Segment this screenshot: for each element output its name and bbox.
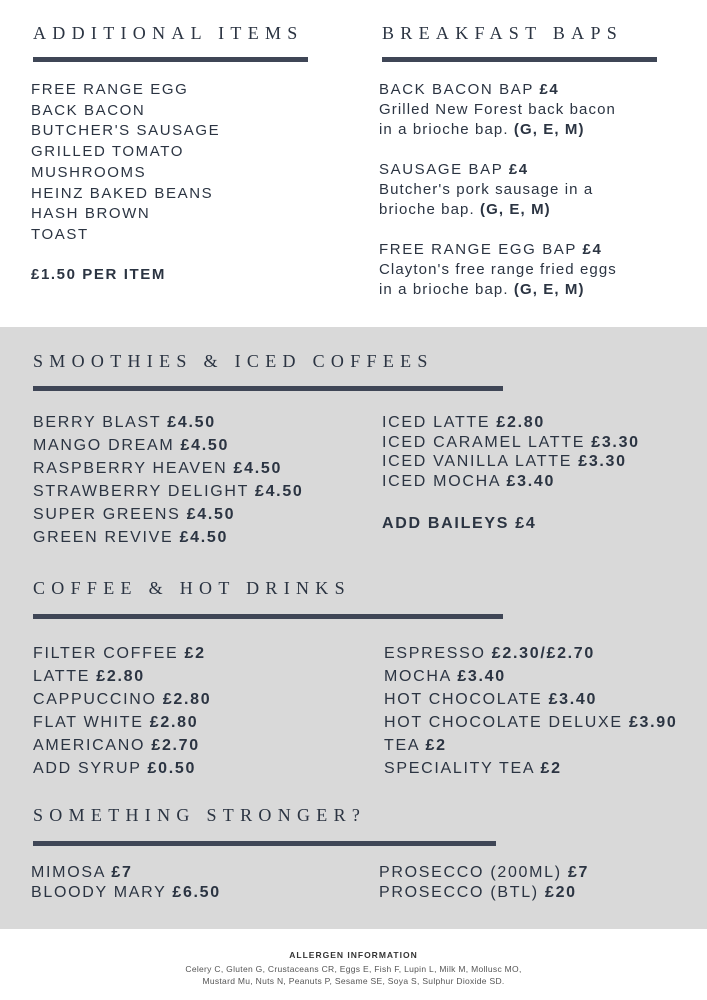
smoothies-divider — [33, 386, 503, 391]
menu-item: TEA £2 — [384, 737, 447, 754]
bap-description: in a brioche bap. — [379, 121, 514, 138]
bap-price: £4 — [539, 81, 560, 98]
menu-item: HOT CHOCOLATE DELUXE £3.90 — [384, 714, 678, 731]
menu-item: STRAWBERRY DELIGHT £4.50 — [33, 483, 304, 500]
list-item: TOAST — [31, 225, 89, 243]
additional-items-divider — [33, 57, 308, 62]
menu-item: ADD SYRUP £0.50 — [33, 760, 197, 777]
bap-price: £4 — [582, 241, 603, 258]
menu-item: ICED CARAMEL LATTE £3.30 — [382, 433, 640, 451]
bap-price: £4 — [508, 161, 529, 178]
menu-item: SPECIALITY TEA £2 — [384, 760, 562, 777]
menu-item: GREEN REVIVE £4.50 — [33, 529, 229, 546]
add-baileys: ADD BAILEYS £4 — [382, 515, 537, 532]
stronger-list-left — [31, 864, 221, 903]
bap-description: Clayton's free range fried eggs — [379, 261, 617, 278]
bap-item — [379, 81, 616, 140]
coffee-list-left — [33, 645, 211, 783]
bap-item — [379, 161, 593, 220]
allergen-line: Celery C, Gluten G, Crustaceans CR, Eggs E, Fish F, Lupin L, Milk M, Mollusc MO, — [185, 964, 522, 974]
menu-item: MOCHA £3.40 — [384, 668, 506, 685]
stronger-heading: SOMETHING STRONGER? — [33, 805, 367, 825]
menu-item: MIMOSA £7 — [31, 864, 133, 881]
menu-item: ICED VANILLA LATTE £3.30 — [382, 453, 627, 471]
bap-allergens: (G, E, M) — [513, 121, 585, 138]
allergen-title: ALLERGEN INFORMATION — [289, 950, 418, 960]
menu-item: FILTER COFFEE £2 — [33, 645, 206, 662]
menu-item: ESPRESSO £2.30/£2.70 — [384, 645, 596, 662]
menu-item: PROSECCO (200ML) £7 — [379, 864, 590, 881]
iced-coffees-list — [382, 414, 640, 493]
list-item: HEINZ BAKED BEANS — [31, 184, 214, 202]
list-item: BUTCHER'S SAUSAGE — [31, 122, 221, 140]
menu-item: PROSECCO (BTL) £20 — [379, 883, 577, 901]
menu-item: ICED MOCHA £3.40 — [382, 473, 556, 491]
bap-name: FREE RANGE EGG BAP — [379, 241, 583, 258]
bap-item — [379, 241, 617, 300]
breakfast-baps-divider — [382, 57, 657, 62]
coffee-divider — [33, 614, 503, 619]
stronger-list-right — [379, 864, 589, 903]
breakfast-baps-heading: BREAKFAST BAPS — [382, 23, 624, 43]
coffee-list-right — [384, 645, 677, 783]
bap-name: BACK BACON BAP — [379, 81, 540, 98]
additional-items-list — [31, 80, 220, 246]
stronger-divider — [33, 841, 496, 846]
smoothies-list — [33, 414, 304, 552]
menu-item: HOT CHOCOLATE £3.40 — [384, 691, 598, 708]
smoothies-heading: SMOOTHIES & ICED COFFEES — [33, 351, 434, 371]
bap-description: Butcher's pork sausage in a — [379, 181, 594, 198]
coffee-heading: COFFEE & HOT DRINKS — [33, 578, 351, 598]
list-item: FREE RANGE EGG — [31, 81, 189, 98]
menu-item: BERRY BLAST £4.50 — [33, 414, 216, 431]
bap-allergens: (G, E, M) — [480, 201, 551, 218]
additional-items-heading: ADDITIONAL ITEMS — [33, 23, 304, 43]
list-item: HASH BROWN — [31, 205, 151, 223]
menu-item: LATTE £2.80 — [33, 668, 145, 685]
menu-item: SUPER GREENS £4.50 — [33, 506, 236, 523]
price-per-item: £1.50 PER ITEM — [31, 266, 166, 283]
menu-item: BLOODY MARY £6.50 — [31, 883, 221, 901]
menu-item: RASPBERRY HEAVEN £4.50 — [33, 460, 283, 477]
menu-item: CAPPUCCINO £2.80 — [33, 691, 212, 708]
list-item: BACK BACON — [31, 101, 146, 119]
bap-description: Grilled New Forest back bacon — [379, 101, 616, 118]
menu-item: MANGO DREAM £4.50 — [33, 437, 230, 454]
bap-name: SAUSAGE BAP — [379, 161, 509, 178]
bap-allergens: (G, E, M) — [513, 281, 585, 298]
bap-description: in a brioche bap. — [379, 281, 514, 298]
list-item: GRILLED TOMATO — [31, 143, 184, 161]
menu-item: AMERICANO £2.70 — [33, 737, 200, 754]
menu-item: FLAT WHITE £2.80 — [33, 714, 199, 731]
allergen-line: Mustard Mu, Nuts N, Peanuts P, Sesame SE, Soya S, Sulphur Dioxide SD. — [202, 976, 505, 986]
menu-item: ICED LATTE £2.80 — [382, 414, 545, 431]
list-item: MUSHROOMS — [31, 163, 147, 181]
bap-description: brioche bap. — [379, 201, 481, 218]
